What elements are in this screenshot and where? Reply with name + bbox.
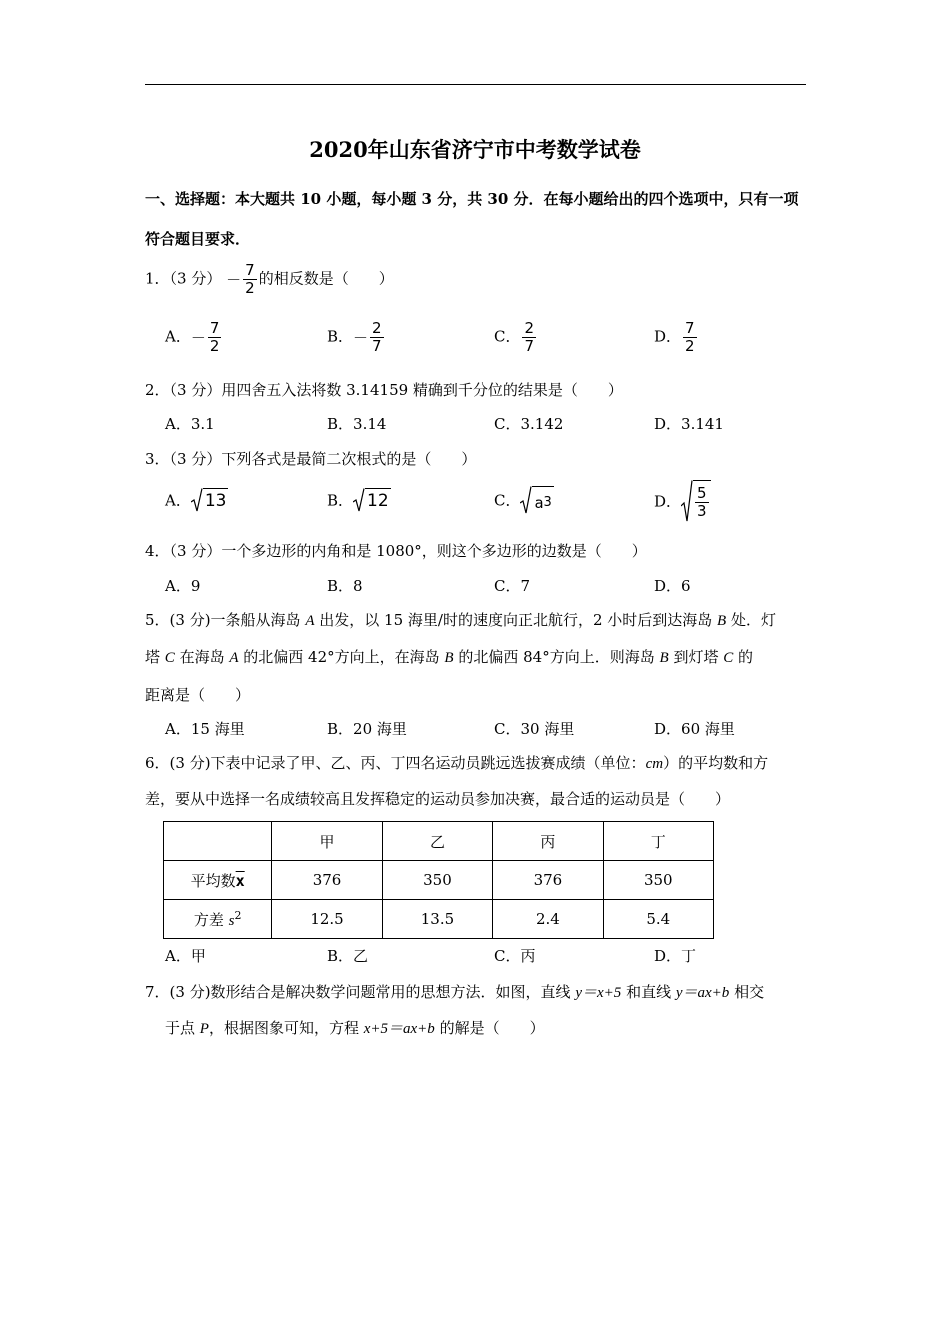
table-header-cell: 甲 — [272, 822, 382, 861]
q1-frac-den: 2 — [245, 279, 255, 297]
question-2: 2．（3 分）用四舍五入法将数 3.14159 精确到千分位的结果是（ ） — [145, 381, 623, 399]
table-cell: 376 — [493, 861, 603, 900]
question-3: 3．（3 分）下列各式是最简二次根式的是（ ） — [145, 450, 477, 468]
q2-option-a[interactable]: A．3.1 — [165, 415, 215, 433]
table-header-cell: 丁 — [603, 822, 713, 861]
question-5-line3: 距离是（ ） — [145, 686, 251, 704]
page-title: 2020年山东省济宁市中考数学试卷 — [309, 137, 641, 162]
q6-score-table — [163, 821, 714, 939]
table-header-cell — [164, 822, 272, 861]
section-heading-line2: 符合题目要求． — [145, 230, 251, 248]
q4-option-c[interactable]: C．7 — [494, 577, 531, 595]
q4-option-a[interactable]: A．9 — [165, 577, 201, 595]
q1-suffix: 的相反数是（ ） — [258, 269, 394, 288]
question-7-line1: 7．(3 分)数形结合是解决数学问题常用的思想方法．如图，直线 y＝x+5 和直线 y＝ax+b 相交 — [145, 983, 765, 1001]
section-heading-line1: 一、选择题：本大题共 10 小题，每小题 3 分，共 30 分．在每小题给出的四个选项中，只有一项 — [145, 190, 799, 208]
question-5-line1: 5．(3 分)一条船从海岛 A 出发，以 15 海里/时的速度向正北航行，2 小时后到达海岛 B 处．灯 — [145, 611, 776, 629]
table-cell: 350 — [603, 861, 713, 900]
table-cell: 12.5 — [272, 900, 382, 939]
q6-option-b[interactable]: B．乙 — [327, 947, 369, 965]
table-cell: 5.4 — [603, 900, 713, 939]
table-row — [164, 861, 714, 900]
table-cell: 376 — [272, 861, 382, 900]
q1-option-c[interactable]: C． $\frac{2}{7}$ — [494, 319, 535, 355]
q1-frac-num: 7 — [245, 261, 255, 279]
q1-option-a[interactable]: A．－ $\frac{7}{2}$ — [165, 319, 220, 355]
q2-option-b[interactable]: B．3.14 — [327, 415, 387, 433]
question-7-line2: 于点 P，根据图象可知，方程 x+5＝ax+b 的解是（ ） — [165, 1019, 545, 1037]
q4-option-d[interactable]: D．6 — [654, 577, 691, 595]
table-cell: 2.4 — [493, 900, 603, 939]
row-label-mean: 平均数$\overline{x}$ — [164, 861, 272, 900]
q1-fraction — [243, 262, 257, 297]
q5-option-d[interactable]: D．60 海里 — [654, 720, 735, 738]
q3-option-b[interactable]: B． 12 — [327, 488, 391, 512]
header-rule — [145, 84, 806, 85]
table-cell: 350 — [382, 861, 492, 900]
question-5-line2: 塔 C 在海岛 A 的北偏西 42°方向上，在海岛 B 的北偏西 84°方向上．则海岛 B 到灯塔 C 的 — [145, 648, 754, 666]
q5-option-b[interactable]: B．20 海里 — [327, 720, 407, 738]
q6-option-a[interactable]: A．甲 — [165, 947, 206, 965]
table-header-cell: 丙 — [493, 822, 603, 861]
q5-option-c[interactable]: C．30 海里 — [494, 720, 575, 738]
q6-option-c[interactable]: C．丙 — [494, 947, 536, 965]
question-6-line2: 差，要从中选择一名成绩较高且发挥稳定的运动员参加决赛，最合适的运动员是（ ） — [145, 790, 731, 808]
row-label-variance: 方差 $s^2$ — [164, 900, 272, 939]
q3-option-c[interactable]: C． a 3 — [494, 486, 554, 514]
table-header-row — [164, 822, 714, 861]
q2-option-d[interactable]: D．3.141 — [654, 415, 724, 433]
q1-option-b[interactable]: B．－ $\frac{2}{7}$ — [327, 319, 382, 355]
table-row — [164, 900, 714, 939]
q3-option-a[interactable]: A． 13 — [165, 488, 228, 512]
q2-option-c[interactable]: C．3.142 — [494, 415, 564, 433]
q1-prefix: 1．（3 分） — [145, 269, 222, 288]
question-1 — [145, 262, 394, 297]
question-4: 4．（3 分）一个多边形的内角和是 1080°，则这个多边形的边数是（ ） — [145, 542, 647, 560]
question-6-line1: 6．(3 分)下表中记录了甲、乙、丙、丁四名运动员跳远选拔赛成绩（单位：cm）的平均数和方 — [145, 754, 769, 772]
q6-option-d[interactable]: D．丁 — [654, 947, 697, 965]
q1-neg-sign: － — [226, 271, 242, 289]
q5-option-a[interactable]: A．15 海里 — [165, 720, 245, 738]
q3-option-d[interactable]: D． $\frac{5}{3}$ — [654, 480, 711, 522]
q1-option-d[interactable]: D． $\frac{7}{2}$ — [654, 319, 695, 355]
table-cell: 13.5 — [382, 900, 492, 939]
q4-option-b[interactable]: B．8 — [327, 577, 363, 595]
table-header-cell: 乙 — [382, 822, 492, 861]
